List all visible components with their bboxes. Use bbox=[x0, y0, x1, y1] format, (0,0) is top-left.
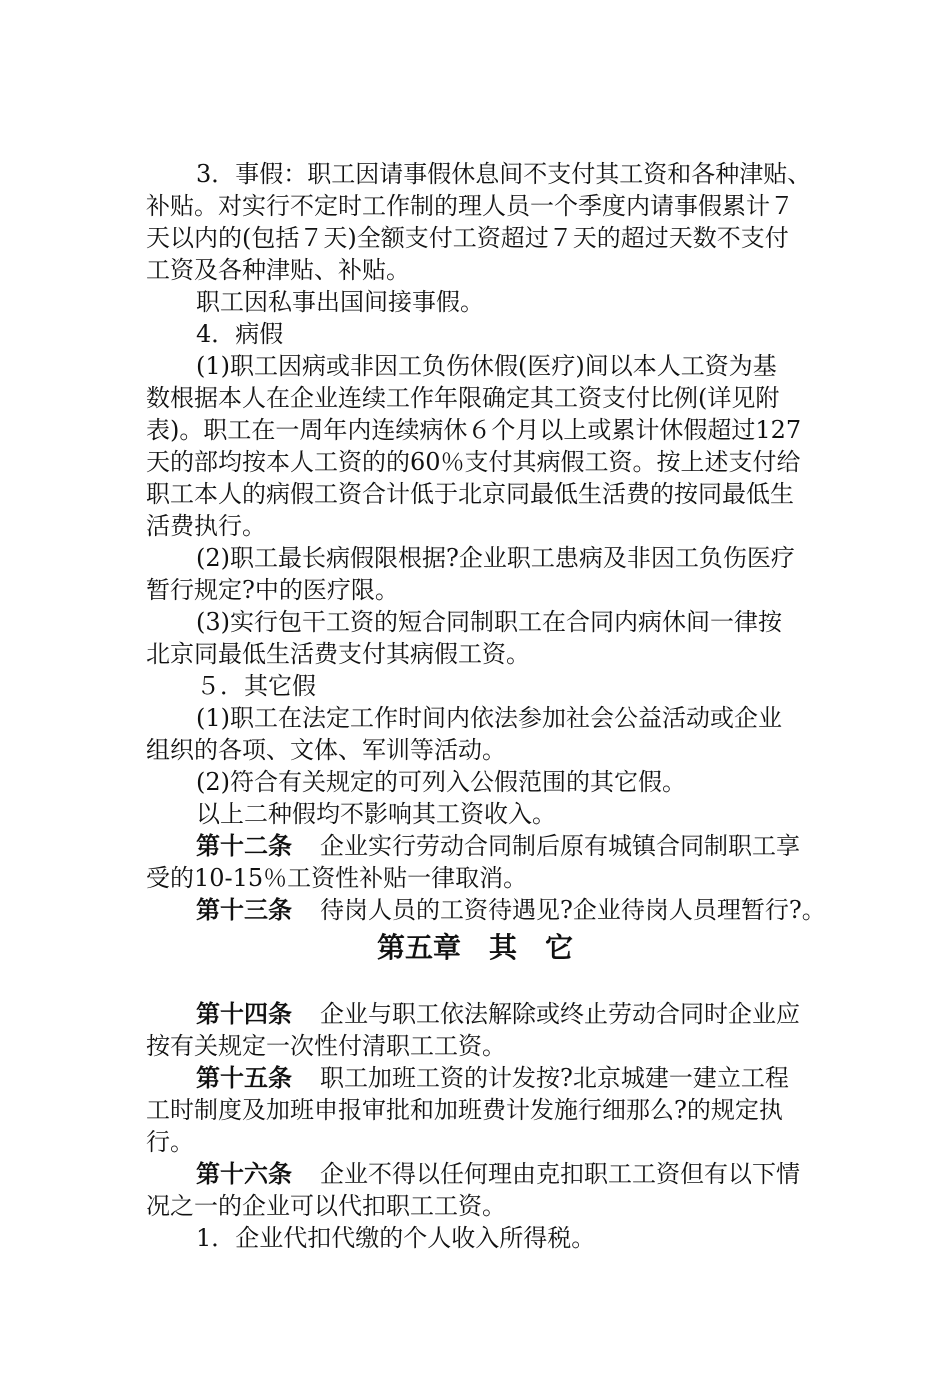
text-line: 天以内的(包括７天)全额支付工资超过７天的超过天数不支付 bbox=[146, 224, 789, 252]
article-15 bbox=[196, 1062, 789, 1094]
text-line: 表)。职工在一周年内连续病休６个月以上或累计休假超过127 bbox=[146, 416, 802, 444]
text-line: 4．病假 bbox=[196, 320, 284, 348]
article-text: 待岗人员的工资待遇见?企业待岗人员理暂行?。 bbox=[320, 896, 826, 924]
text-line: 工资及各种津贴、补贴。 bbox=[146, 256, 410, 284]
text-line: 职工因私事出国间接事假。 bbox=[196, 288, 484, 316]
article-heading: 第十三条 bbox=[196, 896, 292, 924]
text-line: 职工本人的病假工资合计低于北京同最低生活费的按同最低生 bbox=[146, 480, 794, 508]
article-heading: 第十二条 bbox=[196, 832, 292, 860]
text-line: 天的部均按本人工资的的60％支付其病假工资。按上述支付给 bbox=[146, 448, 801, 476]
article-13 bbox=[196, 894, 826, 926]
article-14 bbox=[196, 998, 800, 1030]
text-line: 1．企业代扣代缴的个人收入所得税。 bbox=[196, 1224, 596, 1252]
article-text: 企业与职工依法解除或终止劳动合同时企业应 bbox=[320, 1000, 800, 1028]
chapter-heading bbox=[0, 928, 950, 968]
article-heading: 第十五条 bbox=[196, 1064, 292, 1092]
text-line: 数根据本人在企业连续工作年限确定其工资支付比例(详见附 bbox=[146, 384, 780, 412]
text-line: (2)职工最长病假限根据?企业职工患病及非因工负伤医疗 bbox=[196, 544, 795, 572]
text-line: 北京同最低生活费支付其病假工资。 bbox=[146, 640, 530, 668]
text-line: 况之一的企业可以代扣职工工资。 bbox=[146, 1192, 506, 1220]
article-12 bbox=[196, 830, 800, 862]
text-line: 行。 bbox=[146, 1128, 194, 1156]
text-line: 受的10-15％工资性补贴一律取消。 bbox=[146, 864, 528, 892]
text-line: 3．事假：职工因请事假休息间不支付其工资和各种津贴、 bbox=[196, 160, 812, 188]
text-line: (3)实行包干工资的短合同制职工在合同内病休间一律按 bbox=[196, 608, 782, 636]
article-16 bbox=[196, 1158, 800, 1190]
text-line: 活费执行。 bbox=[146, 512, 266, 540]
text-line: 工时制度及加班申报审批和加班费计发施行细那么?的规定执 bbox=[146, 1096, 783, 1124]
article-text: 企业不得以任何理由克扣职工工资但有以下情 bbox=[320, 1160, 800, 1188]
text-line: 按有关规定一次性付清职工工资。 bbox=[146, 1032, 506, 1060]
text-line: 补贴。对实行不定时工作制的理人员一个季度内请事假累计７ bbox=[146, 192, 794, 220]
chapter-number: 第五章 bbox=[376, 931, 461, 964]
text-line: (1)职工在法定工作时间内依法参加社会公益活动或企业 bbox=[196, 704, 782, 732]
article-heading: 第十四条 bbox=[196, 1000, 292, 1028]
text-line: 以上二种假均不影响其工资收入。 bbox=[196, 800, 556, 828]
text-line: 组织的各项、文体、军训等活动。 bbox=[146, 736, 506, 764]
article-text: 职工加班工资的计发按?北京城建一建立工程 bbox=[320, 1064, 789, 1092]
article-text: 企业实行劳动合同制后原有城镇合同制职工享 bbox=[320, 832, 800, 860]
chapter-title-part: 其 bbox=[488, 931, 517, 964]
article-heading: 第十六条 bbox=[196, 1160, 292, 1188]
text-line: 暂行规定?中的医疗限。 bbox=[146, 576, 399, 604]
text-line: (1)职工因病或非因工负伤休假(医疗)间以本人工资为基 bbox=[196, 352, 777, 380]
chapter-title-part: 它 bbox=[545, 931, 574, 964]
text-line: ５．其它假 bbox=[196, 672, 316, 700]
text-line: (2)符合有关规定的可列入公假范围的其它假。 bbox=[196, 768, 686, 796]
